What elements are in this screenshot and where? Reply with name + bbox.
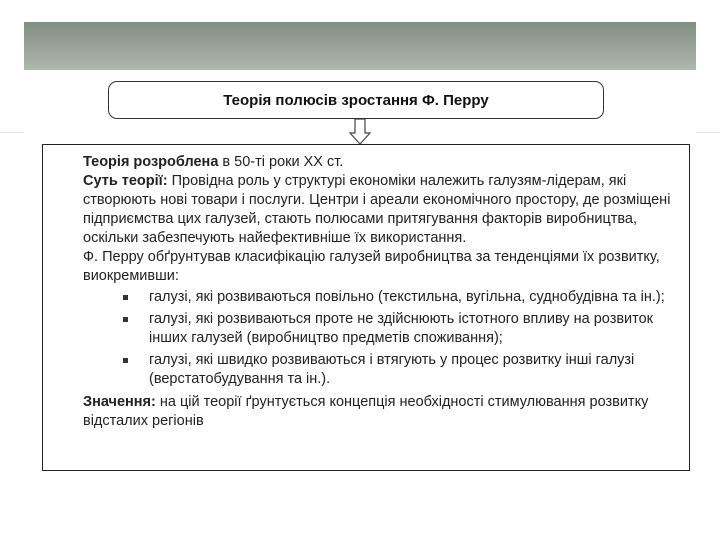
left-divider-line [0,132,24,133]
list-item-text: галузі, які розвиваються проте не здійснюють істотного впливу на розвиток інших галузей (виробництво предметів споживання); [149,311,654,346]
list-item-text: галузі, які швидко розвиваються і втягують у процес розвитку інші галузі (верстатобудування та ін.). [149,352,635,387]
content-body [83,153,679,431]
classification-list [83,288,679,389]
list-item [83,288,679,307]
essence-lead: Суть теорії: [83,173,168,189]
slide-header-band [24,22,696,70]
slide-title: Теорія полюсів зростання Ф. Перру [223,91,489,109]
significance-text: на цій теорії ґрунтується концепція необхідності стимулювання розвитку відсталих регіонів [83,394,649,429]
intro-paragraph [83,153,679,172]
list-item [83,310,679,348]
list-item-text: галузі, які розвиваються повільно (текстильна, вугільна, суднобудівна та ін.); [149,289,665,305]
significance-lead: Значення: [83,394,156,410]
essence-text: Провідна роль у структурі економіки належить галузям-лідерам, які створюють нові товари і послуги. Центри і ареали економічного простору, де розміщені підприємства цих галузей, стають полюсами притягування факторів виробництва, оскільки забезпечують найефективніше їх використання. [83,173,671,246]
intro-text: в 50-ті роки XX ст. [218,154,344,170]
bullet-icon [123,317,128,322]
list-item [83,351,679,389]
right-divider-line [696,132,720,133]
intro-lead: Теорія розроблена [83,154,219,170]
significance-paragraph [83,393,679,431]
classification-paragraph: Ф. Перру обґрунтував класифікацію галузей виробництва за тенденціями їх розвитку, виокремивши: [83,249,660,284]
title-box [108,81,604,119]
content-box [42,144,690,471]
down-arrow-icon [349,119,371,145]
bullet-icon [123,295,128,300]
essence-paragraph [83,172,679,248]
bullet-icon [123,358,128,363]
